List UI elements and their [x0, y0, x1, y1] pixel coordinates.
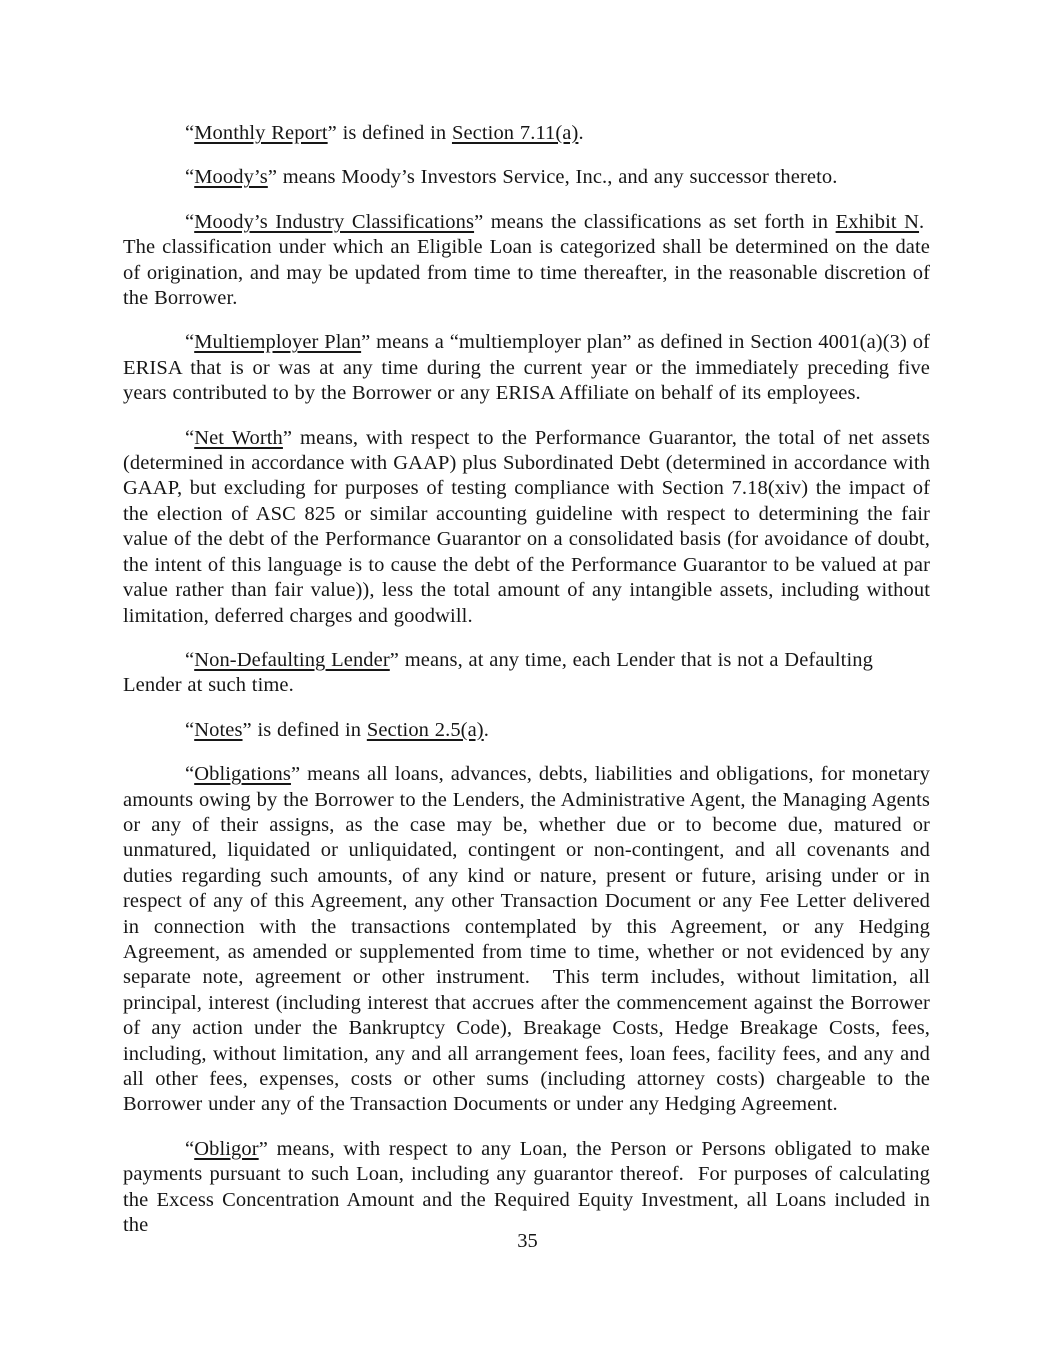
- defined-term: Moody’s Industry Classifications: [194, 210, 475, 233]
- definition-paragraph-notes: [123, 718, 930, 743]
- defined-term: Obligations: [194, 763, 291, 786]
- definition-paragraph-net-worth: [123, 426, 930, 629]
- defined-term: Multiemployer Plan: [194, 331, 362, 354]
- text-run: . The classification under which an Eligible Loan is categorized shall be determined on the date of origination, and may be updated from time to time thereafter, in the reasonable discretion of the Borrower.: [123, 210, 930, 310]
- cross-reference: Exhibit N: [835, 210, 920, 233]
- definition-paragraph-obligations: [123, 762, 930, 1118]
- definition-paragraph-obligor: [123, 1137, 930, 1239]
- definition-paragraph-monthly-report: [123, 121, 930, 146]
- definition-paragraph-multiemployer-plan: [123, 330, 930, 406]
- definition-paragraph-non-defaulting-lender: [123, 648, 930, 699]
- defined-term: Monthly Report: [194, 122, 328, 144]
- text-run: “: [185, 122, 195, 144]
- definition-paragraph-moodys: [123, 165, 930, 190]
- text-run: “: [185, 763, 195, 786]
- defined-term: Net Worth: [194, 426, 283, 449]
- text-run: “: [185, 210, 195, 233]
- cross-reference: Section 2.5(a): [366, 718, 484, 741]
- text-run: ” means the classifications as set forth in: [474, 210, 836, 233]
- text-run: “: [185, 426, 195, 449]
- document-body: [123, 121, 930, 1257]
- text-run: ” means Moody’s Investors Service, Inc., and any successor thereto.: [267, 166, 838, 189]
- text-run: ” means, at any time, each Lender that is not a Defaulting Lender at such time.: [123, 648, 873, 697]
- text-run: ” is defined in: [242, 718, 367, 741]
- defined-term: Obligor: [194, 1137, 259, 1160]
- text-run: “: [185, 331, 195, 354]
- text-run: .: [483, 718, 489, 741]
- text-run: ” is defined in: [327, 122, 452, 144]
- text-run: ” means a “multiemployer plan” as defined in Section 4001(a)(3) of ERISA that is or was at any time during the current year or the immediately preceding five years contributed to by the Borrower or any ERISA Affiliate on behalf of its employees.: [123, 331, 930, 405]
- defined-term: Notes: [194, 718, 243, 741]
- text-run: “: [185, 648, 195, 671]
- text-run: ” means, with respect to the Performance Guarantor, the total of net assets (determined in accordance with GAAP) plus Subordinated Debt (determined in accordance with GAAP, but excluding for purposes of testing compliance with Section 7.18(xiv) the impact of the election of ASC 825 or similar accounting guideline with respect to determining the fair value of the debt of the Performance Guarantor on a consolidated basis (for avoidance of doubt, the intent of this language is to cause the debt of the Performance Guarantor to be valued at par value rather than fair value)), less the total amount of any intangible assets, including without limitation, deferred charges and goodwill.: [123, 426, 931, 627]
- text-run: “: [185, 1137, 195, 1160]
- text-run: ” means, with respect to any Loan, the Person or Persons obligated to make payments pursuant to such Loan, including any guarantor thereof. For purposes of calculating the Excess Concentration Amount and the Required Equity Investment, all Loans included in the: [123, 1137, 930, 1237]
- defined-term: Moody’s: [194, 166, 268, 189]
- definition-paragraph-moodys-industry-classifications: [123, 210, 930, 312]
- text-run: “: [185, 166, 195, 189]
- page-number: 35: [517, 1230, 538, 1252]
- text-run: ” means all loans, advances, debts, liabilities and obligations, for monetary amounts owing by the Borrower to the Lenders, the Administrative Agent, the Managing Agents or any of their assigns, as the case may be, whether due or to become due, matured or unmatured, liquidated or unliquidated, contingent or non-contingent, and all covenants and duties regarding such amounts, of any kind or nature, present or future, arising under or in respect of any of this Agreement, any other Transaction Document or any Fee Letter delivered in connection with the transactions contemplated by this Agreement, or any Hedging Agreement, as amended or supplemented from time to time, whether or not evidenced by any separate note, agreement or other instrument. This term includes, without limitation, all principal, interest (including interest that accrues after the commencement against the Borrower of any action under the Bankruptcy Code), Breakage Costs, Hedge Breakage Costs, fees, including, without limitation, any and all arrangement fees, loan fees, facility fees, and any and all other fees, expenses, costs or other sums (including attorney costs) chargeable to the Borrower under any of the Transaction Documents or under any Hedging Agreement.: [123, 763, 930, 1116]
- text-run: “: [185, 718, 195, 741]
- defined-term: Non-Defaulting Lender: [194, 648, 390, 671]
- cross-reference: Section 7.11(a): [451, 122, 579, 144]
- text-run: .: [578, 122, 584, 144]
